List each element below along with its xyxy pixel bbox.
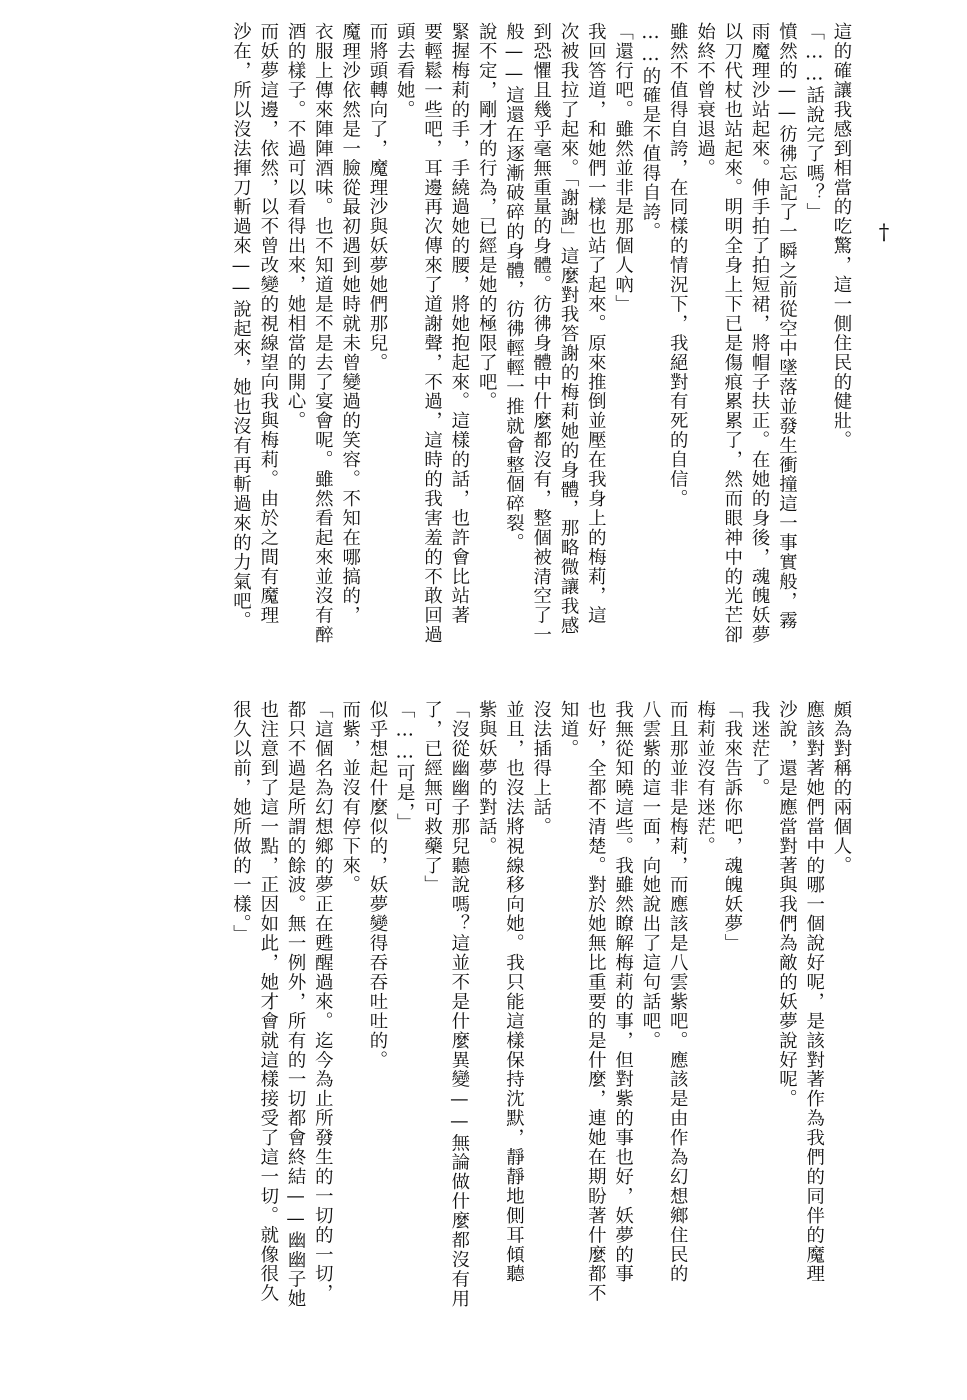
text-line: 我無從知曉這些。我雖然瞭解梅莉的事，但對紫的事也好，妖夢的事: [612, 700, 634, 1284]
text-line: 般——這還在逐漸破碎的身體，彷彿輕輕一推就會整個碎裂。: [503, 22, 525, 553]
text-line: 了，已經無可救藥了」: [421, 700, 443, 895]
text-line: 頭去看她。: [394, 22, 416, 120]
text-line: 而妖夢這邊，依然，以不曾改變的視線望向我與梅莉。由於之間有魔理: [257, 22, 279, 625]
text-line: 似乎想起什麼似的，妖夢變得吞吞吐吐的。: [366, 700, 388, 1070]
text-line: 「這個名為幻想鄉的夢正在甦醒過來。迄今為止所發生的一切的一切，: [312, 700, 334, 1303]
text-line: 「我來告訴你吧，魂魄妖夢」: [721, 700, 743, 953]
text-line: 梅莉並沒有迷茫。: [694, 700, 716, 856]
text-line: 而且那並非是梅莉，而應該是八雲紫吧。應該是由作為幻想鄉住民的: [667, 700, 689, 1284]
text-line: 而將頭轉向了，魔理沙與妖夢她們那兒。: [366, 22, 388, 373]
text-line: 並且，也沒法將視線移向她。我只能這樣保持沈默，靜靜地側耳傾聽: [503, 700, 525, 1284]
text-line: 到恐懼且幾乎毫無重量的身體。彷彿身體中什麼都沒有，整個被清空了一: [530, 22, 552, 645]
text-line: 應該對著她們當中的哪一個說好呢，是該對著作為我們的同伴的魔理: [803, 700, 825, 1284]
text-line: 我回答道，和她們一樣也站了起來。原來推倒並壓在我身上的梅莉，這: [585, 22, 607, 625]
text-line: 次被我拉了起來。「謝謝」這麼對我答謝的梅莉她的身體，那略微讓我感: [558, 22, 580, 636]
upper-text-block: [95, 22, 855, 662]
text-line: 紫與妖夢的對話。: [476, 700, 498, 856]
text-line: 沙在，所以沒法揮刀斬過來——說起來，她也沒有再斬過來的力氣吧。: [230, 22, 252, 631]
text-line: 「還行吧。雖然並非是那個人吶」: [612, 22, 634, 314]
text-line: 憤然的——彷彿忘記了一瞬之前從空中墜落並發生衝撞這一事實般，霧: [776, 22, 798, 631]
text-line: 以刀代杖也站起來。明明全身上下已是傷痕累累了，然而眼神中的光芒卻: [721, 22, 743, 645]
text-line: 說不定，剛才的行為，已經是她的極限了吧。: [476, 22, 498, 411]
text-line: 衣服上傳來陣陣酒味。也不知道是不是去了宴會呢。雖然看起來並沒有醉: [312, 22, 334, 645]
text-line: 八雲紫的這一面，向她說出了這句話吧。: [639, 700, 661, 1051]
text-line: 這的確讓我感到相當的吃驚，這一側住民的健壯。: [831, 22, 852, 450]
section-marker: †: [878, 220, 890, 244]
text-line: 頗為對稱的兩個人。: [831, 700, 852, 876]
text-line: 要輕鬆一些吧，耳邊再次傳來了道謝聲，不過，這時的我害羞的不敢回過: [421, 22, 443, 645]
text-line: 魔理沙依然是一臉從最初遇到她時就未曾變過的笑容。不知在哪搞的，: [339, 22, 361, 625]
text-line: 很久以前，她所做的一樣。」: [230, 700, 252, 944]
text-line: 雨魔理沙站起來。伸手拍了拍短裙，將帽子扶正。在她的身後，魂魄妖夢: [749, 22, 771, 645]
text-line: 也好，全都不清楚。對於她無比重要的是什麼，連她在期盼著什麼都不: [585, 700, 607, 1303]
text-line: 也注意到了這一點，正因如此，她才會就這樣接受了這一切。就像很久: [257, 700, 279, 1303]
text-line: 都只不過是所謂的餘波。無一例外，所有的一切都會終結——幽幽子她: [285, 700, 307, 1309]
text-line: 「沒從幽幽子那兒聽說嗎？這並不是什麼異變——無論做什麼都沒有用: [448, 700, 470, 1309]
text-line: 沙說，還是應當對著與我們為敵的妖夢說好呢。: [776, 700, 798, 1109]
text-line: 沒法插得上話。: [530, 700, 552, 837]
text-line: 雖然不值得自誇，在同樣的情況下，我絕對有死的自信。: [667, 22, 689, 509]
text-line: 「……話說完了嗎？」: [803, 22, 825, 222]
text-line: ……的確是不值得自誇。: [639, 22, 661, 242]
text-line: 我迷茫了。: [749, 700, 771, 798]
text-line: 知道。: [558, 700, 580, 759]
text-line: 「……可是，」: [394, 700, 416, 833]
text-line: 而紫，並沒有停下來。: [339, 700, 361, 895]
lower-text-block: [95, 700, 855, 1340]
text-line: 緊握梅莉的手，手繞過她的腰，將她抱起來。這樣的話，也許會比站著: [448, 22, 470, 625]
text-line: 始終不曾衰退過。: [694, 22, 716, 178]
text-line: 酒的樣子。不過可以看得出來，她相當的開心。: [285, 22, 307, 431]
